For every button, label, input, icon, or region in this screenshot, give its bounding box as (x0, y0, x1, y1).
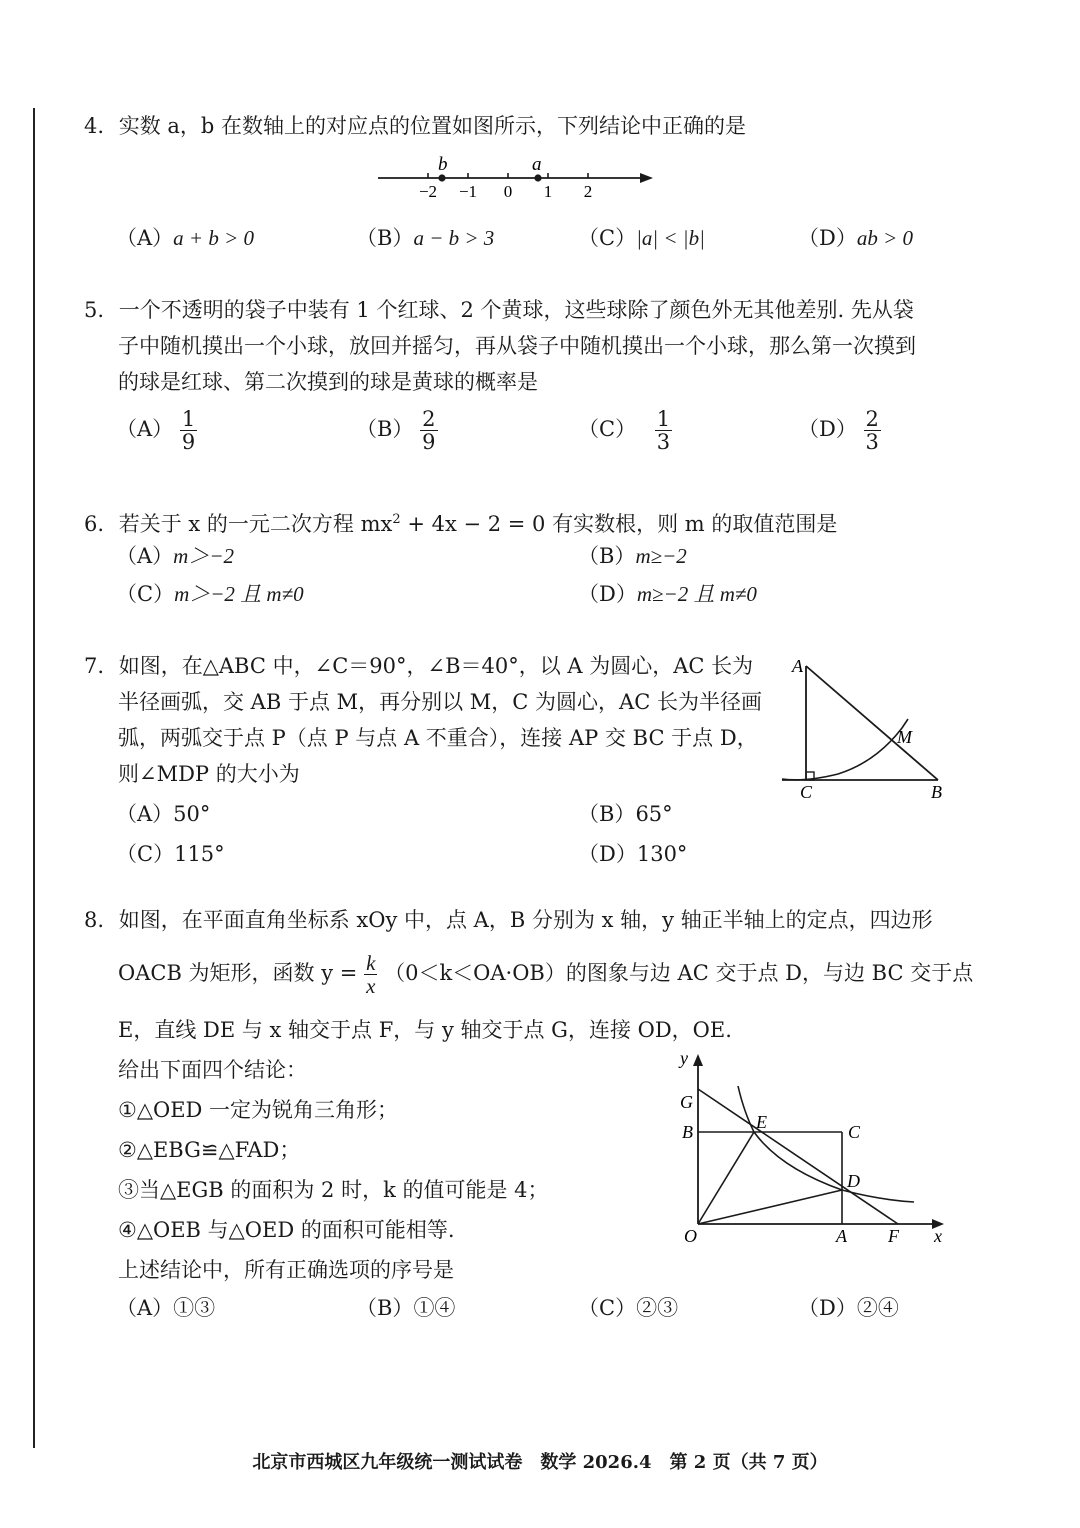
label-y: y (680, 1048, 688, 1068)
q5-line-2: 子中随机摸出一个小球，放回并摇匀，再从袋子中随机摸出一个小球，那么第一次摸到 (118, 334, 916, 358)
number-line-tick-label: −2 (418, 182, 438, 201)
q8-stem-line-2 (118, 952, 973, 997)
hyperbola-curve (738, 1086, 914, 1202)
q4-option-a[interactable]: （A）a + b > 0 (116, 226, 255, 250)
number-line-tick-label: 0 (503, 182, 513, 201)
segment-oe (698, 1132, 754, 1224)
q6-stem (84, 502, 837, 542)
q8-conclusion-4: ④△OEB 与△OED 的面积可能相等. (118, 1218, 455, 1242)
q4-option-c[interactable]: （C）|a| < |b| (578, 226, 705, 250)
q7-option-a[interactable]: （A）50° (116, 802, 211, 826)
label-a: A (836, 1226, 847, 1246)
q5-option-c-fraction: $\frac{1}{3}$ (656, 407, 671, 454)
q8-conclusion-3: ③当△EGB 的面积为 2 时，k 的值可能是 4； (118, 1178, 549, 1202)
q5-number: 5. (84, 298, 105, 322)
q6-stem-a: 若关于 x 的一元二次方程 mx (118, 512, 393, 536)
q6-option-d[interactable]: （D）m≥−2 且 m≠0 (578, 582, 757, 606)
label-a: A (792, 656, 803, 676)
q6-option-c[interactable]: （C）m＞−2 且 m≠0 (116, 582, 304, 606)
q4-option-c-expr: |a| < |b| (636, 226, 705, 250)
label-d: D (847, 1171, 860, 1191)
q7-triangle-figure (776, 650, 976, 810)
number-line-tick-label: 2 (583, 182, 593, 201)
q4-option-b-expr: a − b > 3 (413, 226, 495, 250)
q5-stem (84, 292, 914, 328)
segment-od (698, 1190, 842, 1224)
q8-conclusion-2: ②△EBG≌△FAD； (118, 1138, 301, 1162)
q8-function-fraction: $\frac{k}{x}$ (366, 951, 376, 998)
q7-option-b[interactable]: （B）65° (578, 802, 673, 826)
q5-option-a[interactable]: （A） $\frac{1}{9}$ (116, 407, 196, 454)
q5-line-1: 一个不透明的袋子中装有 1 个红球、2 个黄球，这些球除了颜色外无其他差别. 先从袋 (118, 298, 914, 322)
q4-number: 4. (84, 114, 105, 138)
q5-option-b-fraction: $\frac{2}{9}$ (422, 407, 436, 454)
q8-line-2a: OACB 为矩形，函数 y = (118, 961, 358, 985)
q6-stem-b: + 4x − 2 = 0 有实数根，则 m 的取值范围是 (400, 512, 838, 536)
number-line-tick-label: −1 (458, 182, 478, 201)
label-x: x (934, 1226, 942, 1246)
label-b: B (682, 1122, 693, 1142)
q8-stem-line-1 (84, 902, 933, 938)
q7-line-4: 则∠MDP 的大小为 (118, 762, 300, 786)
y-axis-arrow (693, 1054, 703, 1066)
line-gf (698, 1089, 898, 1224)
q7-line-3: 弧，两弧交于点 P（点 P 与点 A 不重合），连接 AP 交 BC 于点 D， (118, 726, 758, 750)
q4-option-b[interactable]: （B）a − b > 3 (356, 226, 495, 250)
q8-intro: 给出下面四个结论： (118, 1058, 307, 1082)
left-margin-line (33, 108, 35, 1448)
label-c: C (800, 782, 813, 802)
side-ab (806, 666, 938, 780)
q8-conclusion-1: ①△OED 一定为锐角三角形； (118, 1098, 399, 1122)
label-e: E (756, 1112, 767, 1132)
q5-option-a-fraction: $\frac{1}{9}$ (181, 407, 196, 454)
label-o: O (684, 1226, 697, 1246)
q8-line-1: 如图，在平面直角坐标系 xOy 中，点 A，B 分别为 x 轴，y 轴正半轴上的定点，四边形 (118, 908, 933, 932)
q4-number-line-figure (370, 150, 670, 202)
q5-option-d[interactable]: （D） $\frac{2}{3}$ (798, 407, 879, 454)
label-c: C (848, 1122, 861, 1142)
q4-option-d[interactable]: （D）ab > 0 (798, 226, 914, 250)
point-a-label: a (532, 154, 542, 175)
q5-line-3: 的球是红球、第二次摸到的球是黄球的概率是 (118, 370, 538, 394)
q5-option-b[interactable]: （B） $\frac{2}{9}$ (356, 407, 436, 454)
q6-option-b[interactable]: （B）m≥−2 (578, 544, 687, 568)
q8-option-c[interactable]: （C）②③ (578, 1296, 679, 1320)
q8-option-d[interactable]: （D）②④ (798, 1296, 899, 1320)
q5-option-d-fraction: $\frac{2}{3}$ (865, 407, 879, 454)
label-f: F (888, 1226, 899, 1246)
q8-option-b[interactable]: （B）①④ (356, 1296, 456, 1320)
q8-coordinate-figure (670, 1048, 960, 1248)
q8-option-a[interactable]: （A）①③ (116, 1296, 216, 1320)
point-a (534, 174, 541, 181)
q8-number: 8. (84, 908, 105, 932)
label-m: M (897, 727, 912, 747)
q7-number: 7. (84, 654, 105, 678)
q4-option-d-expr: ab > 0 (856, 226, 914, 250)
q8-line-2b: （0＜k＜OA·OB）的图象与边 AC 交于点 D，与边 BC 交于点 (384, 961, 974, 985)
q7-line-1: 如图，在△ABC 中，∠C＝90°，∠B＝40°，以 A 为圆心，AC 长为 (118, 654, 754, 678)
q6-option-a[interactable]: （A）m＞−2 (116, 544, 235, 568)
label-b: B (931, 782, 942, 802)
q4-stem (84, 108, 746, 144)
point-b (438, 174, 445, 181)
q4-option-a-expr: a + b > 0 (173, 226, 255, 250)
q6-number: 6. (84, 512, 105, 536)
q6-stem-sup: 2 (392, 512, 401, 527)
q7-line-2: 半径画弧，交 AB 于点 M，再分别以 M，C 为圆心，AC 长为半径画 (118, 690, 762, 714)
q7-stem (84, 648, 753, 684)
q4-stem-text: 实数 a，b 在数轴上的对应点的位置如图所示，下列结论中正确的是 (118, 114, 747, 138)
arc-from-a (782, 719, 908, 780)
q8-ask: 上述结论中，所有正确选项的序号是 (118, 1258, 454, 1282)
q5-option-c[interactable]: （C） $\frac{1}{3}$ (578, 407, 671, 454)
point-b-label: b (438, 154, 448, 175)
q7-option-d[interactable]: （D）130° (578, 842, 688, 866)
q7-option-c[interactable]: （C）115° (116, 842, 225, 866)
page-footer: 北京市西城区九年级统一测试试卷 数学 2026.4 第 2 页（共 7 页） (252, 1452, 828, 1473)
q8-line-3: E，直线 DE 与 x 轴交于点 F，与 y 轴交于点 G，连接 OD，OE. (118, 1018, 732, 1042)
label-g: G (680, 1092, 693, 1112)
number-line-tick-label: 1 (543, 182, 553, 201)
number-line-arrow (640, 173, 653, 183)
